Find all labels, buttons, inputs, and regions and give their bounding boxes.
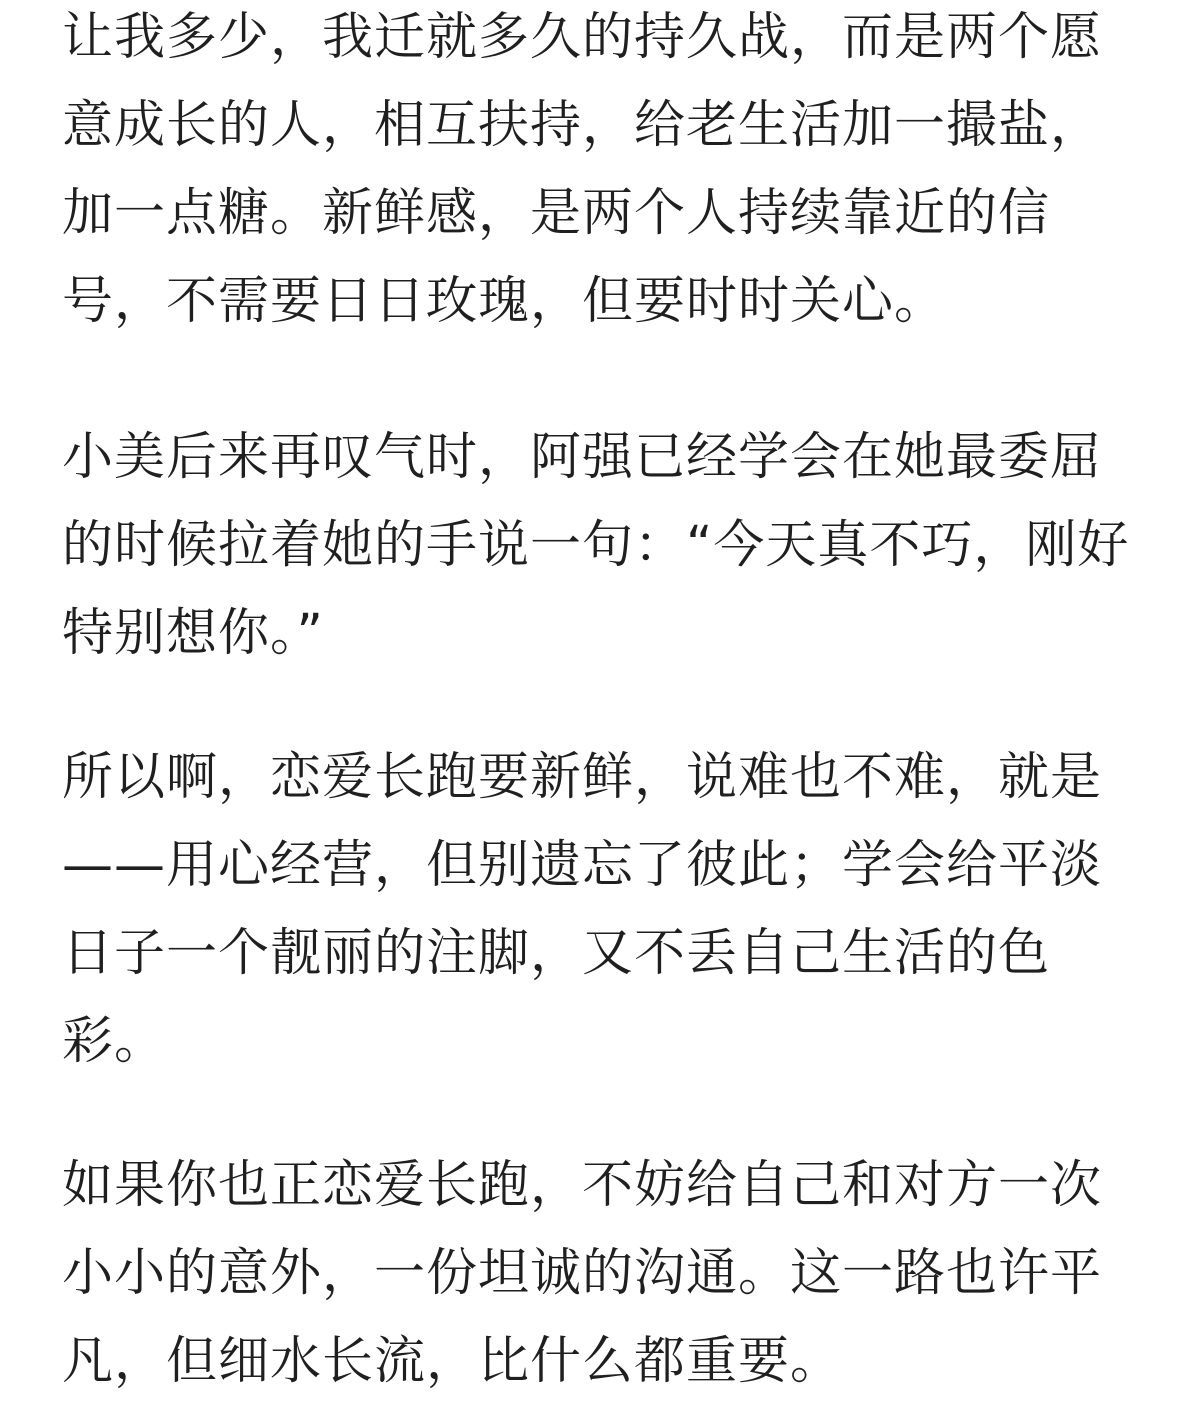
paragraph-1 bbox=[62, 0, 1120, 346]
text-line: 小美后来再叹气时，阿强已经学会在她最委屈 bbox=[62, 428, 1103, 487]
text-line: 特别想你。” bbox=[62, 604, 324, 663]
paragraph-4 bbox=[62, 1142, 1120, 1406]
text-line: 小小的意外，一份坦诚的沟通。这一路也许平 bbox=[62, 1244, 1103, 1303]
paragraph-2 bbox=[62, 414, 1130, 678]
text-line: 如果你也正恋爱长跑，不妨给自己和对方一次 bbox=[62, 1156, 1103, 1215]
text-line: ——用心经营，但别遗忘了彼此；学会给平淡 bbox=[62, 836, 1103, 895]
text-line: 所以啊，恋爱长跑要新鲜，说难也不难，就是 bbox=[62, 748, 1103, 807]
text-line: 日子一个靓丽的注脚，又不丢自己生活的色 bbox=[62, 924, 1051, 983]
paragraph-3 bbox=[62, 734, 1120, 1086]
text-line: 号，不需要日日玫瑰，但要时时关心。 bbox=[62, 272, 947, 331]
text-line: 凡，但细水长流，比什么都重要。 bbox=[62, 1332, 843, 1391]
text-line: 加一点糖。新鲜感，是两个人持续靠近的信 bbox=[62, 184, 1051, 243]
text-line: 的时候拉着她的手说一句：“今天真不巧，刚好 bbox=[62, 516, 1130, 575]
text-line: 意成长的人，相互扶持，给老生活加一撮盐， bbox=[62, 96, 1103, 155]
text-line: 彩。 bbox=[62, 1012, 167, 1071]
text-line: 让我多少，我迁就多久的持久战，而是两个愿 bbox=[62, 8, 1103, 67]
